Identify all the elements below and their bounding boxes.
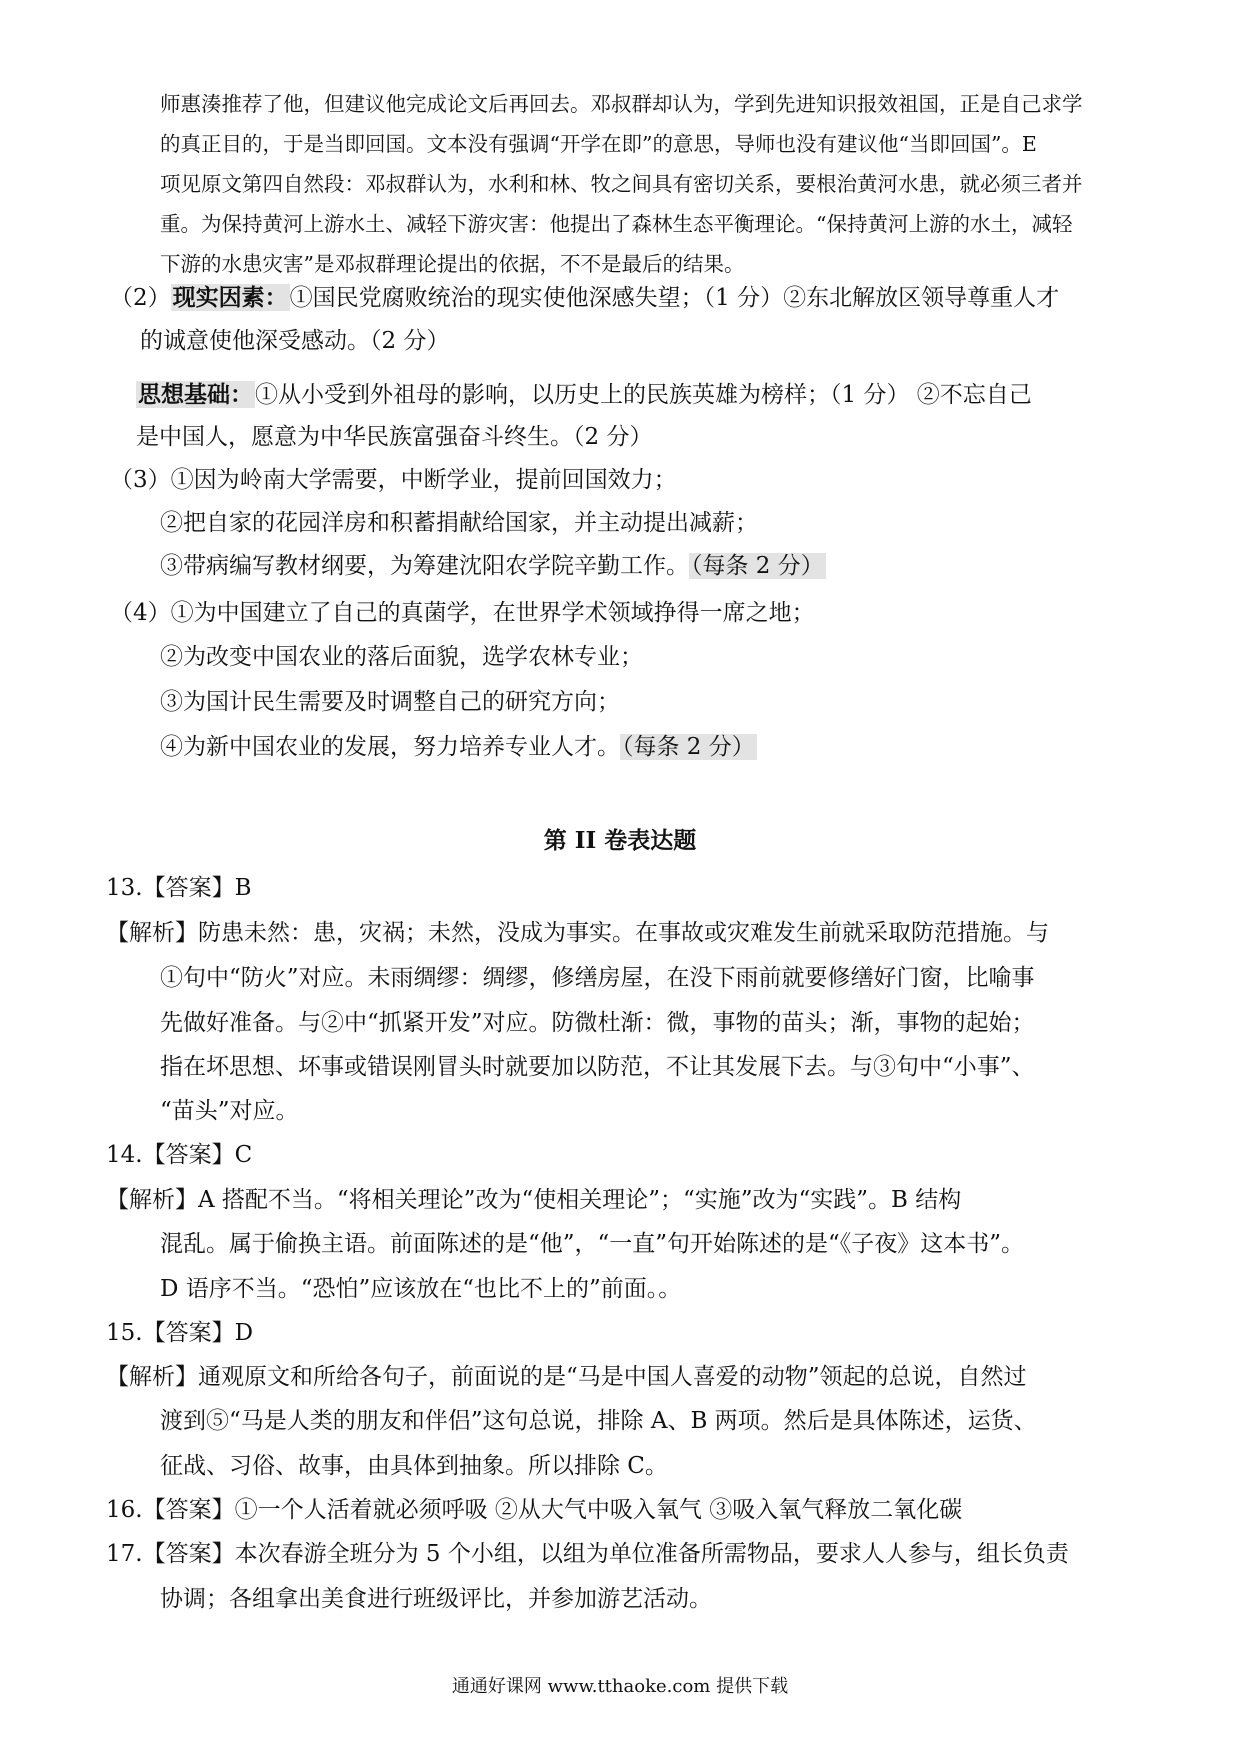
q15-explanation-3: 征战、习俗、故事，由具体到抽象。所以排除 C。 [160, 1453, 668, 1479]
q14-explanation-3: D 语序不当。“恐怕”应该放在“也比不上的”前面。。 [160, 1276, 682, 1302]
q2-line-4: 是中国人，愿意为中华民族富强奋斗终生。（2 分） [136, 424, 653, 450]
q2-label-reality: 现实因素： [172, 284, 288, 311]
q15-answer: 15.【答案】D [106, 1320, 254, 1346]
q14-explanation-2: 混乱。属于偷换主语。前面陈述的是“他”，“一直”句开始陈述的是“《子夜》这本书”。 [160, 1231, 1025, 1257]
q4-score: （每条 2 分） [622, 734, 755, 760]
q4-line-2: ②为改变中国农业的落后面貌，选学农林专业； [160, 644, 643, 670]
intro-line: 师惠湊推荐了他，但建议他完成论文后再回去。邓叔群却认为，学到先进知识报效祖国，正是自己求学 [160, 92, 1083, 116]
q13-answer: 13.【答案】B [106, 875, 252, 901]
q3-text: ①因为岭南大学需要，中断学业，提前回国效力； [170, 467, 677, 493]
q17-answer: 17.【答案】本次春游全班分为 5 个小组，以组为单位准备所需物品，要求人人参与，组长负责 [106, 1541, 1069, 1567]
intro-explanation [160, 84, 1140, 284]
q4-text: ①为中国建立了自己的真菌学，在世界学术领域挣得一席之地； [170, 600, 815, 626]
q2-text: ①国民党腐败统治的现实使他深感失望；（1 分）②东北解放区领导尊重人才 [289, 285, 1060, 311]
intro-line: 重。为保持黄河上游水土、减轻下游灾害：他提出了森林生态平衡理论。“保持黄河上游的水土，减轻 [160, 212, 1073, 236]
intro-line: 下游的水患灾害”是邓叔群理论提出的依据，不不是最后的结果。 [160, 252, 745, 276]
intro-line: 项见原文第四自然段：邓叔群认为，水利和林、牧之间具有密切关系，要根治黄河水患，就必须三者并 [160, 172, 1083, 196]
q15-explanation-2: 渡到⑤“马是人类的朋友和伴侣”这句总说，排除 A、B 两项。然后是具体陈述，运货、 [160, 1408, 1037, 1434]
q3-number: （3） [110, 467, 171, 493]
q2-line-3 [136, 373, 1032, 417]
q13-explanation-3: 先做好准备。与②中“抓紧开发”对应。防微杜渐：微，事物的苗头；渐，事物的起始； [160, 1010, 1035, 1036]
q14-explanation-1: 【解析】A 搭配不当。“将相关理论”改为“使相关理论”；“实施”改为“实践”。B 结构 [106, 1187, 962, 1213]
q2-text: ①从小受到外祖母的影响，以历史上的民族英雄为榜样；（1 分） ②不忘自己 [255, 382, 1032, 408]
q15-explanation-1: 【解析】通观原文和所给各句子，前面说的是“马是中国人喜爱的动物”领起的总说，自然过 [106, 1364, 1027, 1390]
q3-line-2: ②把自家的花园洋房和积蓄捐献给国家，并主动提出减薪； [160, 510, 758, 536]
q4-line-3: ③为国计民生需要及时调整自己的研究方向； [160, 689, 620, 715]
q4-line-1 [110, 592, 815, 635]
q17-line-2: 协调；各组拿出美食进行班级评比，并参加游艺活动。 [160, 1586, 712, 1612]
q13-explanation-4: 指在坏思想、坏事或错误刚冒头时就要加以防范，不让其发展下去。与③句中“小事”、 [160, 1054, 1035, 1080]
q3-score: （每条 2 分） [691, 553, 824, 579]
q3-text: ③带病编写教材纲要，为筹建沈阳农学院辛勤工作。 [160, 553, 689, 579]
q2-label-thought: 思想基础： [138, 381, 253, 408]
q3-line-3 [160, 545, 826, 588]
q4-number: （4） [110, 600, 171, 626]
q2-number: （2） [110, 285, 171, 311]
intro-line: 的真正目的，于是当即回国。文本没有强调“开学在即”的意思，导师也没有建议他“当即回国”。E [160, 132, 1037, 156]
q14-answer: 14.【答案】C [106, 1142, 253, 1168]
q13-explanation-2: ①句中“防火”对应。未雨绸缪：绸缪，修缮房屋，在没下雨前就要修缮好门窗，比喻事 [160, 965, 1035, 991]
q16-answer: 16.【答案】①一个人活着就必须呼吸 ②从大气中吸入氧气 ③吸入氧气释放二氧化碳 [106, 1497, 963, 1523]
section-title: 第 II 卷表达题 [543, 827, 697, 854]
q2-line-1 [110, 276, 1059, 320]
q4-line-4 [160, 726, 757, 769]
q3-line-1 [110, 459, 677, 502]
q2-line-2: 的诚意使他深受感动。（2 分） [140, 328, 450, 354]
footer-download-note: 通通好课网 www.tthaoke.com 提供下载 [451, 1676, 789, 1697]
q13-explanation-5: “苗头”对应。 [160, 1098, 299, 1124]
q13-explanation-1: 【解析】防患未然：患，灾祸；未然，没成为事实。在事故或灾难发生前就采取防范措施。与 [106, 920, 1049, 946]
q4-text: ④为新中国农业的发展，努力培养专业人才。 [160, 734, 620, 760]
